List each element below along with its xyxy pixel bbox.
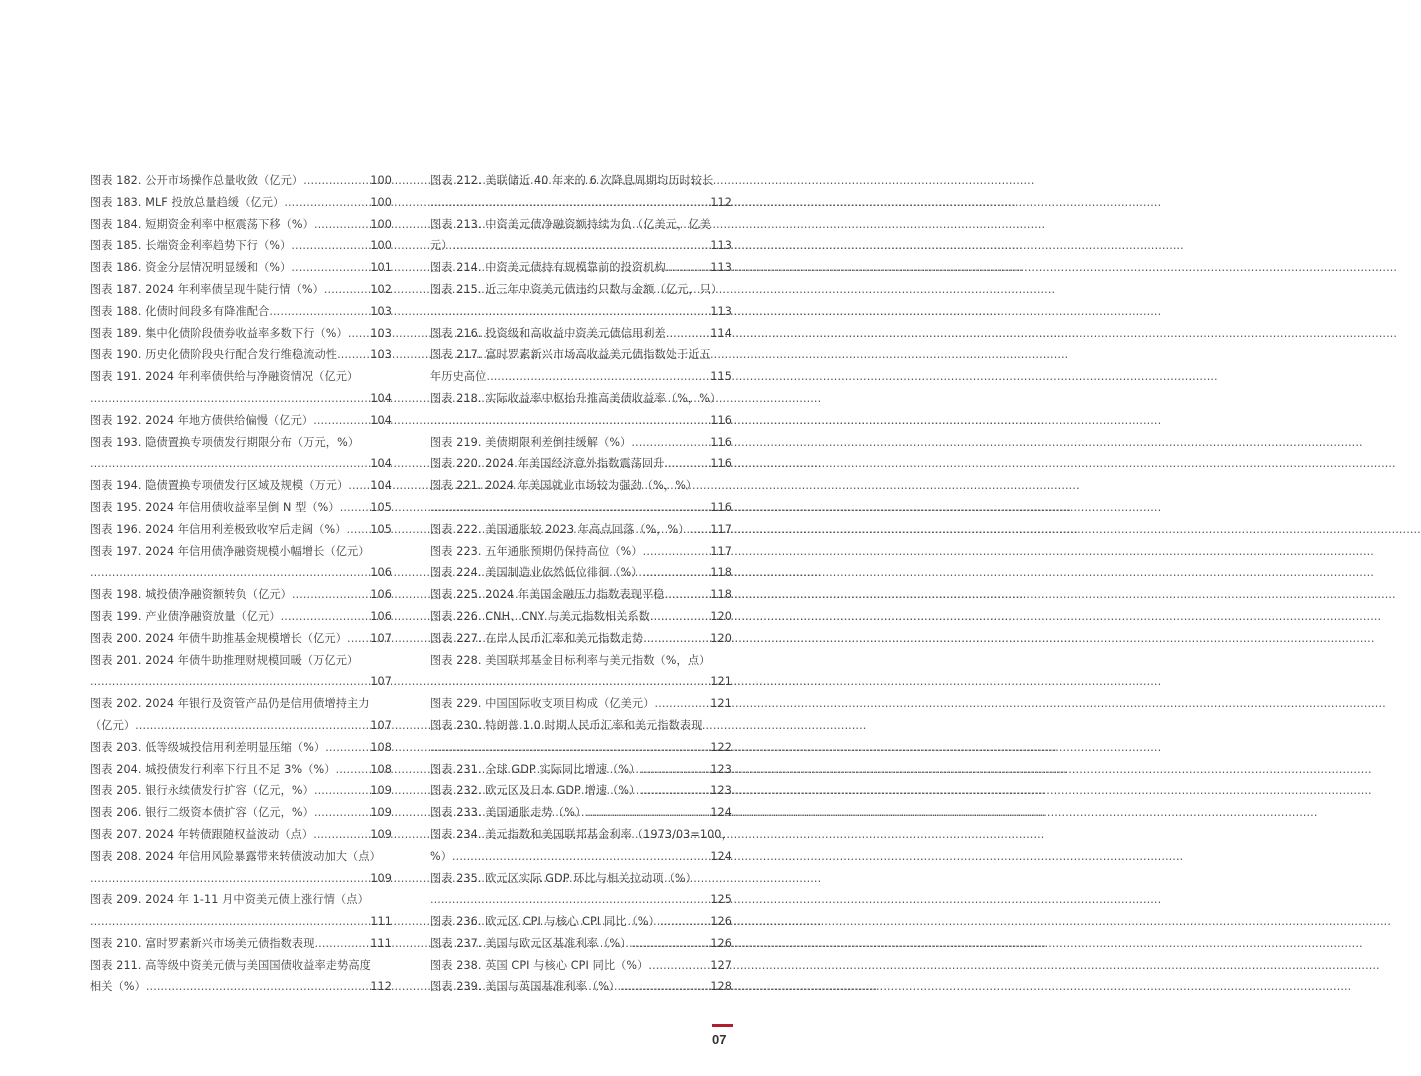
toc-entry-title: 图表 214. 中资美元债持有规模靠前的投资机构 [430,261,666,275]
toc-entry-title: 图表 191. 2024 年利率债供给与净融资情况（亿元） [90,370,359,384]
toc-entry[interactable] [430,824,732,868]
dot-leader [314,802,369,824]
toc-entry[interactable] [430,802,732,824]
toc-entry-title: 图表 236. 欧元区 CPI 与核心 CPI 同比（%） [430,915,660,929]
toc-entry-page: 107 [370,631,392,645]
toc-entry[interactable] [430,562,732,584]
toc-entry-title: 图表 183. MLF 投放总量趋缓（亿元） [90,195,285,209]
toc-entry[interactable] [90,780,392,802]
dot-leader [690,519,710,541]
toc-entry[interactable] [430,170,732,214]
toc-entry[interactable] [430,759,732,781]
dot-leader [586,802,709,824]
toc-entry-page: 120 [710,631,732,645]
toc-entry-page: 121 [710,675,732,689]
toc-entry-page: 106 [370,609,392,623]
toc-entry[interactable] [90,279,392,301]
toc-entry-title: 图表 233. 美国通胀走势（%） [430,806,587,820]
dot-leader [660,911,710,933]
toc-entry-title: 图表 209. 2024 年 1-11 月中资美元债上涨行情（点） [90,893,369,907]
toc-entry-page: 100 [370,195,392,209]
dot-leader [664,584,709,606]
toc-entry-title: 图表 221. 2024 年美国就业市场较为强劲（%，%） [430,479,698,493]
toc-entry-page: 109 [370,871,392,885]
dot-leader [643,541,710,563]
toc-entry-page: 105 [370,500,392,514]
toc-entry[interactable] [90,933,392,955]
toc-entry-title: 图表 229. 中国国际收支项目构成（亿美元） [430,697,655,711]
toc-entry-title: 图表 239. 美国与英国基准利率（%） [430,980,621,994]
dot-leader [347,628,369,650]
dot-leader [643,628,709,650]
dot-leader [430,192,709,214]
dot-leader [313,824,369,846]
toc-entry-page: 115 [710,370,732,384]
toc-entry-page: 121 [710,697,732,711]
dot-leader [324,279,369,301]
toc-entry-title: 图表 226. CNH、CNY 与美元指数相关系数 [430,609,650,623]
toc-entry-title-continued: 相关（%） [90,980,146,994]
toc-entry[interactable] [90,737,392,759]
toc-entry-title: 图表 203. 低等级城投信用利差明显压缩（%） [90,740,326,754]
toc-entry-title: 图表 196. 2024 年信用利差极致收窄后走阔（%） [90,522,347,536]
toc-entry-title-continued: 元） [430,239,453,253]
dot-leader [314,780,369,802]
toc-entry-page: 112 [370,980,392,994]
toc-entry[interactable] [90,170,392,192]
toc-entry-page: 108 [370,740,392,754]
dot-leader [337,344,369,366]
toc-entry-title-continued: 年历史高位 [430,370,487,384]
toc-entry-page: 105 [370,522,392,536]
toc-entry-page: 116 [710,413,732,427]
toc-entry-page: 108 [370,762,392,776]
toc-entry[interactable] [430,628,732,650]
dot-leader [430,301,709,323]
toc-entry[interactable] [90,257,392,279]
toc-entry-page: 100 [370,217,392,231]
toc-entry-page: 117 [710,544,732,558]
dot-leader [146,976,369,998]
dot-leader [90,562,369,584]
page-number-accent-bar [712,1024,733,1027]
toc-entry-page: 106 [370,566,392,580]
toc-column-right [430,170,732,998]
toc-entry-title: 图表 220. 2024 年美国经济意外指数震荡回升 [430,457,665,471]
toc-entry-title: 图表 190. 历史化债阶段央行配合发行维稳流动性 [90,348,338,362]
toc-entry-title: 图表 188. 化债时间段多有降准配合 [90,304,270,318]
dot-leader [348,475,369,497]
toc-entry[interactable] [430,868,732,912]
toc-entry-page: 109 [370,806,392,820]
toc-entry[interactable] [430,650,732,694]
toc-entry[interactable] [430,911,732,933]
dot-leader [90,911,369,933]
toc-entry-title: 图表 200. 2024 年债牛助推基金规模增长（亿元） [90,631,348,645]
toc-entry-page: 114 [710,326,732,340]
toc-entry-page: 109 [370,784,392,798]
toc-entry-title: 图表 215. 近三年中资美元债违约只数与金额（亿元，只） [430,282,723,296]
toc-entry-page: 123 [710,762,732,776]
toc-entry-title-continued: （亿元） [90,718,136,732]
toc-entry-title: 图表 199. 产业债净融资放量（亿元） [90,609,281,623]
toc-entry-page: 107 [370,675,392,689]
toc-entry-title: 图表 189. 集中化债阶段债券收益率多数下行（%） [90,326,348,340]
toc-entry[interactable] [90,344,392,366]
dot-leader [90,388,369,410]
page-number: 07 [712,1032,727,1047]
toc-entry-title: 图表 208. 2024 年信用风险暴露带来转债波动加大（点） [90,849,381,863]
toc-entry-page: 102 [370,282,392,296]
toc-entry-title: 图表 186. 资金分层情况明显缓和（%） [90,261,292,275]
toc-entry-page: 104 [370,479,392,493]
dot-leader [292,584,369,606]
toc-entry[interactable] [430,933,732,955]
toc-entry-title: 图表 207. 2024 年转债跟随权益波动（点） [90,827,314,841]
toc-entry[interactable] [430,584,732,606]
toc-entry[interactable] [430,715,732,759]
dot-leader [631,432,709,454]
toc-entry-page: 100 [370,174,392,187]
dot-leader [340,497,370,519]
dot-leader [430,737,709,759]
toc-entry-title: 图表 206. 银行二级资本债扩容（亿元，%） [90,806,314,820]
toc-entry-title-continued: %） [430,849,453,863]
toc-entry[interactable] [430,780,732,802]
toc-entry-page: 113 [710,239,732,253]
dot-leader [269,301,369,323]
dot-leader [314,214,369,236]
toc-entry[interactable] [430,541,732,563]
toc-column-left [90,170,392,998]
toc-entry-title: 图表 222. 美国通胀较 2023 年高点回落（%，%） [430,522,690,536]
toc-entry-page: 124 [710,806,732,820]
dot-leader [315,933,370,955]
toc-entry[interactable] [90,955,392,999]
toc-entry[interactable] [90,824,392,846]
toc-entry-title: 图表 185. 长端资金利率趋势下行（%） [90,239,292,253]
dot-leader [430,410,709,432]
dot-leader [452,846,709,868]
toc-entry[interactable] [90,628,392,650]
toc-entry-title: 图表 217. 富时罗素新兴市场高收益美元债指数处于近五 [430,348,711,362]
toc-entry[interactable] [90,802,392,824]
dot-leader [648,955,709,977]
toc-entry[interactable] [90,410,392,432]
toc-entry[interactable] [90,693,392,737]
toc-entry[interactable] [90,846,392,890]
dot-leader [664,453,709,475]
toc-entry[interactable] [430,214,732,258]
dot-leader [430,671,709,693]
dot-leader [291,235,369,257]
toc-entry-title: 图表 216. 投资级和高收益中资美元债信用利差 [430,326,666,340]
dot-leader [336,759,370,781]
toc-entry[interactable] [90,889,392,933]
toc-entry-page: 104 [370,391,392,405]
dot-leader [430,889,709,911]
toc-entry[interactable] [90,366,392,410]
dot-leader [666,257,710,279]
dot-leader [655,693,710,715]
dot-leader [90,453,369,475]
dot-leader [620,976,709,998]
toc-entry-title: 图表 218. 实际收益率中枢抬升推高美债收益率（%，%） [430,391,722,405]
toc-entry[interactable] [90,650,392,694]
toc-entry-title: 图表 228. 美国联邦基金目标利率与美元指数（%，点） [430,653,711,667]
dot-leader [135,715,369,737]
dot-leader [348,323,370,345]
toc-entry-page: 127 [710,958,732,972]
toc-entry-page: 118 [710,566,732,580]
toc-entry-page: 126 [710,915,732,929]
toc-entry-page: 101 [370,261,392,275]
toc-entry-page: 116 [710,457,732,471]
toc-entry-title: 图表 231. 全球 GDP 实际同比增速（%） [430,762,641,776]
toc-entry-page: 117 [710,522,732,536]
dot-leader [313,410,369,432]
toc-entry-title: 图表 184. 短期资金利率中枢震荡下移（%） [90,217,314,231]
toc-entry-page: 103 [370,304,392,318]
toc-entry[interactable] [90,606,392,628]
toc-entry[interactable] [430,955,732,977]
dot-leader [640,780,709,802]
toc-entry[interactable] [430,453,732,475]
toc-entry-title: 图表 198. 城投债净融资额转负（亿元） [90,588,292,602]
toc-entry-title: 图表 192. 2024 年地方债供给偏慢（亿元） [90,413,314,427]
toc-entry-title: 图表 223. 五年通胀预期仍保持高位（%） [430,544,643,558]
toc-entry-title: 图表 232. 欧元区及日本 GDP 增速（%） [430,784,641,798]
toc-entry-page: 109 [370,827,392,841]
dot-leader [631,933,709,955]
toc-entry-title: 图表 194. 隐债置换专项债发行区域及规模（万元） [90,479,349,493]
dot-leader [90,671,369,693]
toc-entry-page: 116 [710,435,732,449]
toc-entry[interactable] [90,301,392,323]
toc-entry-page: 104 [370,413,392,427]
toc-entry-page: 120 [710,609,732,623]
toc-entry-title: 图表 205. 银行永续债发行扩容（亿元，%） [90,784,314,798]
toc-entry-title: 图表 201. 2024 年债牛助推理财规模回暖（万亿元） [90,653,359,667]
toc-entry-title: 图表 213. 中资美元债净融资额持续为负（亿美元，亿美 [430,217,711,231]
toc-entry[interactable] [430,257,732,279]
toc-entry-page: 106 [370,588,392,602]
toc-entry-page: 118 [710,588,732,602]
toc-entry[interactable] [430,432,732,454]
dot-leader [303,170,369,192]
toc-entry[interactable] [90,541,392,585]
toc-entry-title: 图表 238. 英国 CPI 与核心 CPI 同比（%） [430,958,649,972]
toc-entry[interactable] [430,279,732,323]
toc-entry[interactable] [90,519,392,541]
toc-entry[interactable] [90,192,392,214]
toc-entry[interactable] [430,606,732,628]
toc-entry-page: 104 [370,457,392,471]
toc-entry-page: 125 [710,893,732,907]
toc-entry-page: 103 [370,326,392,340]
toc-entry-page: 113 [710,304,732,318]
toc-entry-page: 128 [710,980,732,994]
toc-entry-page: 111 [370,936,392,950]
toc-entry-page: 112 [710,195,732,209]
toc-entry-page: 103 [370,348,392,362]
toc-entry[interactable] [430,323,732,345]
toc-entry[interactable] [430,976,732,998]
dot-leader [453,235,710,257]
toc-entry[interactable] [90,475,392,497]
toc-entry[interactable] [90,214,392,236]
toc-entry-page: 116 [710,500,732,514]
toc-entry-title: 图表 204. 城投债发行利率下行且不足 3%（%） [90,762,336,776]
toc-entry-title: 图表 212. 美联储近 40 年来的 6 次降息周期均历时较长 [430,174,714,187]
toc-entry-page: 111 [370,915,392,929]
dot-leader [640,759,709,781]
toc-entry-title: 图表 219. 美债期限利差倒挂缓解（%） [430,435,632,449]
dot-leader [291,257,369,279]
toc-entry-title: 图表 182. 公开市场操作总量收敛（亿元） [90,174,304,187]
toc-entry-page: 126 [710,936,732,950]
toc-entry-title: 图表 237. 美国与欧元区基准利率（%） [430,936,632,950]
toc-entry[interactable] [90,497,392,519]
toc-entry-title: 图表 211. 高等级中资美元债与美国国债收益率走势高度 [90,958,371,972]
toc-entry-title: 图表 210. 富时罗素新兴市场美元债指数表现 [90,936,315,950]
toc-entry[interactable] [430,475,732,519]
toc-entry[interactable] [430,693,732,715]
toc-entry-title: 图表 235. 欧元区实际 GDP 环比与相关拉动项（%） [430,871,697,885]
dot-leader [284,192,369,214]
toc-entry[interactable] [90,759,392,781]
dot-leader [346,519,369,541]
toc-entry-title: 图表 193. 隐债置换专项债发行期限分布（万元，%） [90,435,360,449]
dot-leader [643,562,710,584]
toc-entry-title: 图表 225. 2024 年美国金融压力指数表现平稳 [430,588,665,602]
toc-entry-title: 图表 187. 2024 年利率债呈现牛陡行情（%） [90,282,324,296]
dot-leader [666,323,710,345]
toc-entry[interactable] [90,584,392,606]
dot-leader [325,737,369,759]
toc-entry[interactable] [430,519,732,541]
dot-leader [281,606,370,628]
dot-leader [430,497,709,519]
toc-entry-title: 图表 234. 美元指数和美国联邦基金利率（1973/03=100， [430,827,733,841]
dot-leader [650,606,709,628]
toc-entry-title: 图表 195. 2024 年信用债收益率呈倒 N 型（%） [90,500,340,514]
dot-leader [486,366,709,388]
toc-entry-page: 122 [710,740,732,754]
toc-entry-page: 107 [370,718,392,732]
toc-entry[interactable] [90,323,392,345]
toc-entry[interactable] [430,388,732,432]
toc-entry-title: 图表 227. 在岸人民币汇率和美元指数走势 [430,631,644,645]
toc-entry-title: 图表 202. 2024 年银行及资管产品仍是信用债增持主力 [90,697,370,711]
toc-entry-page: 100 [370,239,392,253]
toc-entry-title: 图表 224. 美国制造业依然低位徘徊（%） [430,566,643,580]
dot-leader [90,868,369,890]
toc-entry-page: 123 [710,784,732,798]
toc-entry-title: 图表 230. 特朗普 1.0 时期人民币汇率和美元指数表现 [430,718,703,732]
toc-entry[interactable] [430,344,732,388]
toc-entry[interactable] [90,432,392,476]
toc-entry-page: 113 [710,261,732,275]
toc-entry-page: 124 [710,849,732,863]
toc-entry-title: 图表 197. 2024 年信用债净融资规模小幅增长（亿元） [90,544,370,558]
toc-entry[interactable] [90,235,392,257]
